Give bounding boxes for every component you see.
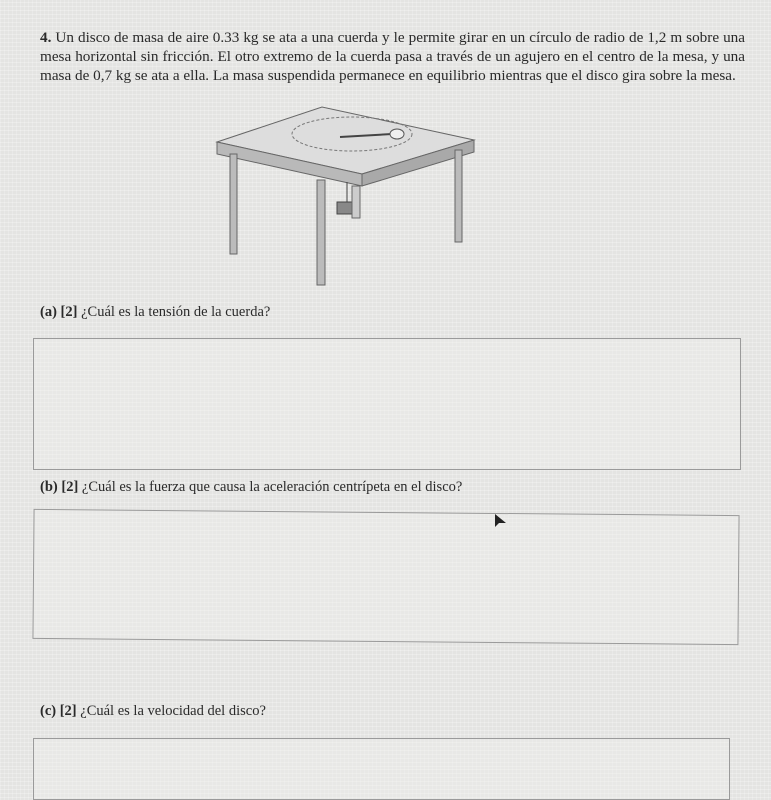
table-diagram [212,102,477,287]
problem-number: 4. [40,29,52,46]
mouse-cursor-icon [494,513,508,531]
problem-text: Un disco de masa de aire 0.33 kg se ata a una cuerda y le permite girar en un círculo de radio de 1,2 m sobre una mesa horizontal sin fricción. El otro extremo de la cuerda pasa a través de un agujero en el centro de la mesa, y una masa de 0,7 kg se ata a ella. La masa suspendida permanece en equilibrio mientras que el disco gira sobre la mesa. [40,29,745,84]
question-c: (c) [2] ¿Cuál es la velocidad del disco? [40,703,266,719]
problem-statement [40,28,745,85]
answer-box-c[interactable] [33,738,730,800]
question-a: (a) [2] ¿Cuál es la tensión de la cuerda? [40,304,271,320]
answer-box-b[interactable] [32,509,739,645]
question-b: (b) [2] ¿Cuál es la fuerza que causa la aceleración centrípeta en el disco? [40,479,463,495]
answer-box-a[interactable] [33,338,741,470]
